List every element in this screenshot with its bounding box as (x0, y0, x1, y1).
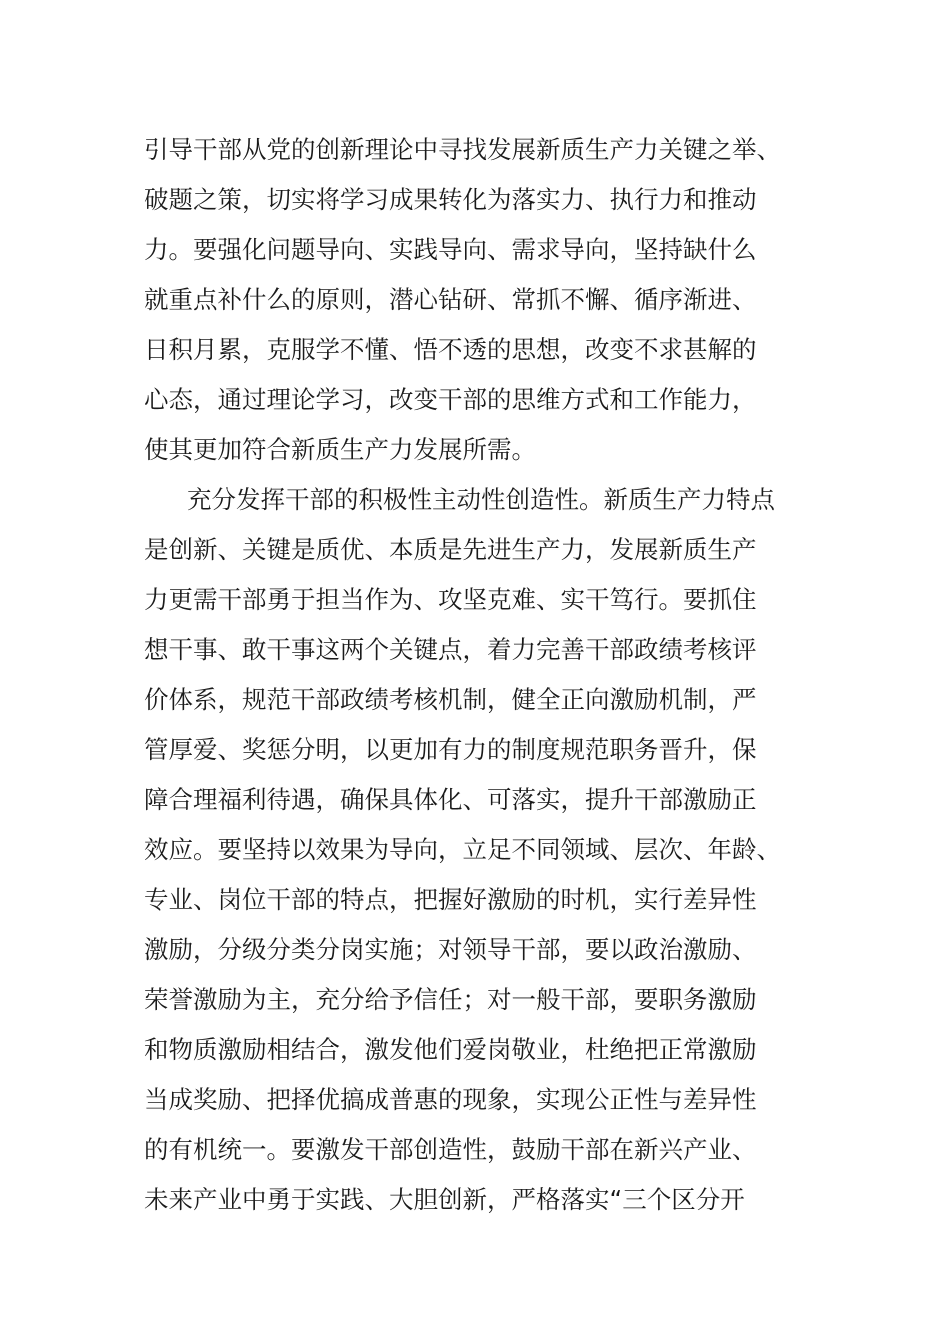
text-line: 心态，通过理论学习，改变干部的思维方式和工作能力， (144, 385, 757, 414)
text-line: 荣誉激励为主，充分给予信任；对一般干部，要职务激励 (144, 985, 757, 1014)
body-text (144, 125, 814, 1225)
text-line: 管厚爱、奖惩分明，以更加有力的制度规范职务晋升，保 (144, 735, 757, 764)
text-line: 破题之策，切实将学习成果转化为落实力、执行力和推动 (144, 185, 757, 214)
text-line: 未来产业中勇于实践、大胆创新，严格落实“三个区分开 (144, 1185, 745, 1214)
text-line: 是创新、关键是质优、本质是先进生产力，发展新质生产 (144, 535, 757, 564)
text-line: 障合理福利待遇，确保具体化、可落实，提升干部激励正 (144, 785, 757, 814)
text-line: 使其更加符合新质生产力发展所需。 (144, 435, 536, 464)
text-line: 日积月累，克服学不懂、悟不透的思想，改变不求甚解的 (144, 335, 757, 364)
text-line: 当成奖励、把择优搞成普惠的现象，实现公正性与差异性 (144, 1085, 757, 1114)
text-line: 引导干部从党的创新理论中寻找发展新质生产力关键之举、 (144, 135, 781, 164)
text-line: 效应。要坚持以效果为导向，立足不同领域、层次、年龄、 (144, 835, 781, 864)
text-line: 力。要强化问题导向、实践导向、需求导向，坚持缺什么 (144, 235, 757, 264)
text-line: 力更需干部勇于担当作为、攻坚克难、实干笃行。要抓住 (144, 585, 757, 614)
text-line: 激励，分级分类分岗实施；对领导干部，要以政治激励、 (144, 935, 757, 964)
text-line: 的有机统一。要激发干部创造性，鼓励干部在新兴产业、 (144, 1135, 757, 1164)
text-line: 专业、岗位干部的特点，把握好激励的时机，实行差异性 (144, 885, 757, 914)
text-line: 价体系，规范干部政绩考核机制，健全正向激励机制，严 (144, 685, 757, 714)
text-line: 就重点补什么的原则，潜心钻研、常抓不懈、循序渐进、 (144, 285, 757, 314)
text-line: 和物质激励相结合，激发他们爱岗敬业，杜绝把正常激励 (144, 1035, 757, 1064)
paragraph-start-line: 充分发挥干部的积极性主动性创造性。新质生产力特点 (187, 485, 775, 514)
text-line: 想干事、敢干事这两个关键点，着力完善干部政绩考核评 (144, 635, 757, 664)
